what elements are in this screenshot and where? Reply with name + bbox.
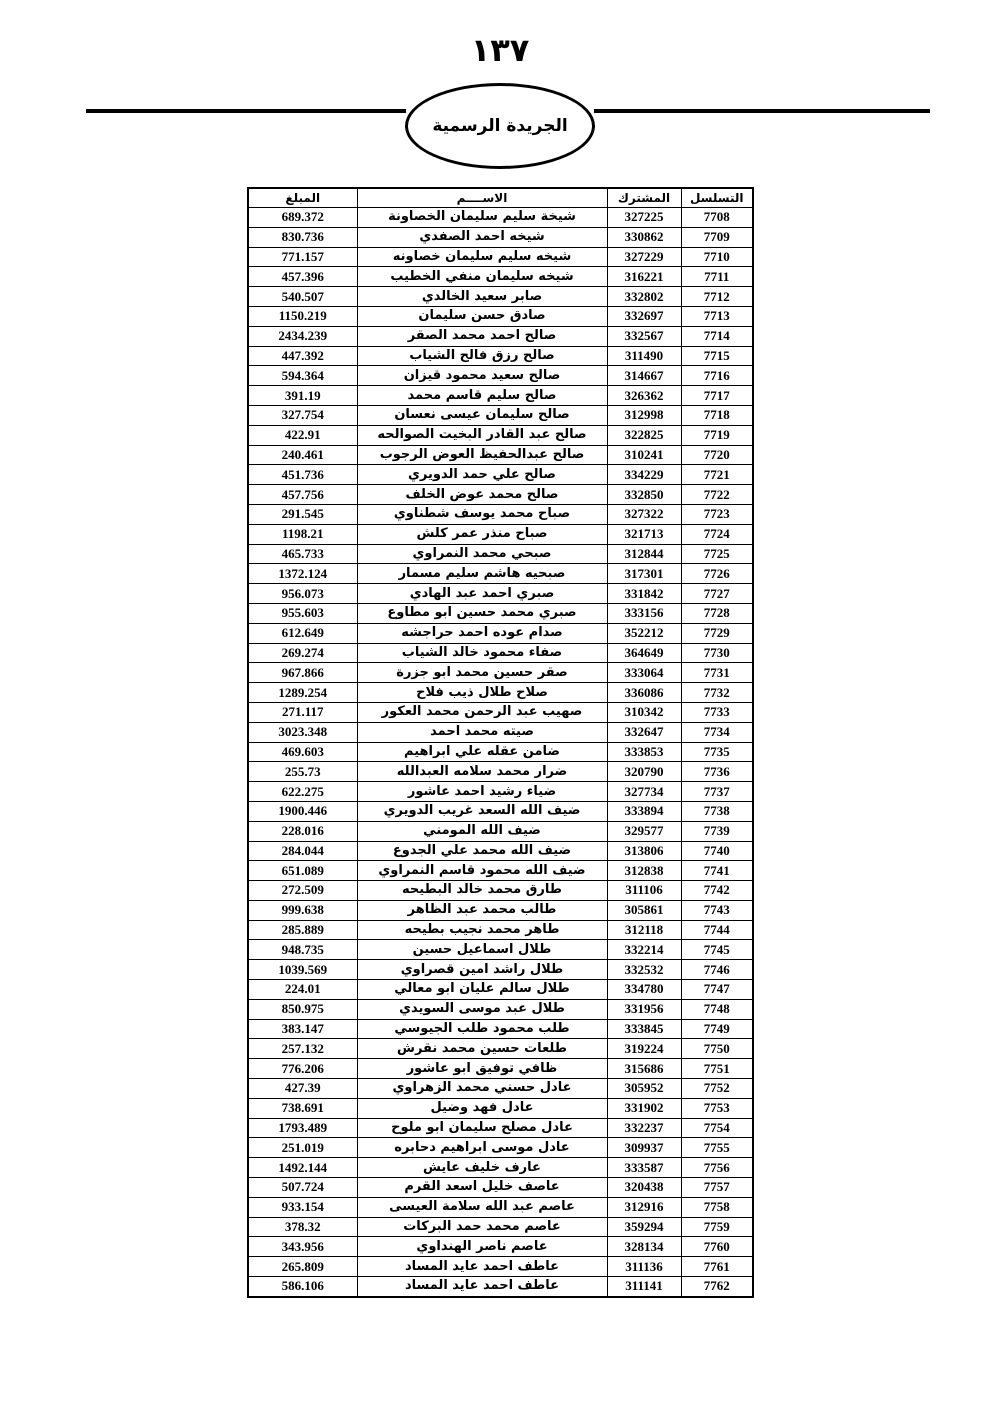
table-row bbox=[248, 1217, 753, 1237]
table-row bbox=[248, 1277, 753, 1297]
amount-cell: 622.275 bbox=[248, 782, 357, 802]
name-cell: صقر حسين محمد ابو جزرة bbox=[357, 663, 607, 683]
subscriber-cell: 316221 bbox=[607, 267, 681, 287]
subscriber-cell: 333894 bbox=[607, 801, 681, 821]
subscriber-cell: 315686 bbox=[607, 1059, 681, 1079]
name-cell: صالح محمد عوض الخلف bbox=[357, 485, 607, 505]
table-row bbox=[248, 524, 753, 544]
header-name: الاســــم bbox=[357, 188, 607, 208]
serial-cell: 7755 bbox=[681, 1138, 753, 1158]
subscriber-cell: 332697 bbox=[607, 306, 681, 326]
name-cell: عاطف احمد عايد المساد bbox=[357, 1277, 607, 1297]
amount-cell: 255.73 bbox=[248, 762, 357, 782]
amount-cell: 228.016 bbox=[248, 821, 357, 841]
name-cell: صالح عبد القادر البخيت الصوالحه bbox=[357, 425, 607, 445]
subscriber-cell: 332850 bbox=[607, 485, 681, 505]
name-cell: صالح عبدالحفيظ العوض الرجوب bbox=[357, 445, 607, 465]
table-row bbox=[248, 564, 753, 584]
amount-cell: 507.724 bbox=[248, 1178, 357, 1198]
serial-cell: 7760 bbox=[681, 1237, 753, 1257]
subscriber-cell: 312838 bbox=[607, 861, 681, 881]
serial-cell: 7716 bbox=[681, 366, 753, 386]
serial-cell: 7758 bbox=[681, 1197, 753, 1217]
table-row bbox=[248, 841, 753, 861]
name-cell: عاصف خليل اسعد القرم bbox=[357, 1178, 607, 1198]
table-row bbox=[248, 603, 753, 623]
name-cell: صالح رزق فالح الشياب bbox=[357, 346, 607, 366]
amount-cell: 948.735 bbox=[248, 940, 357, 960]
serial-cell: 7745 bbox=[681, 940, 753, 960]
amount-cell: 830.736 bbox=[248, 227, 357, 247]
serial-cell: 7747 bbox=[681, 980, 753, 1000]
table-row bbox=[248, 643, 753, 663]
name-cell: طلال راشد امين قصراوي bbox=[357, 960, 607, 980]
subscriber-cell: 332647 bbox=[607, 722, 681, 742]
serial-cell: 7740 bbox=[681, 841, 753, 861]
amount-cell: 586.106 bbox=[248, 1277, 357, 1297]
subscriber-cell: 312118 bbox=[607, 920, 681, 940]
amount-cell: 240.461 bbox=[248, 445, 357, 465]
serial-cell: 7731 bbox=[681, 663, 753, 683]
amount-cell: 956.073 bbox=[248, 584, 357, 604]
serial-cell: 7724 bbox=[681, 524, 753, 544]
table-row bbox=[248, 584, 753, 604]
table-row bbox=[248, 999, 753, 1019]
table-row bbox=[248, 306, 753, 326]
subscriber-cell: 334780 bbox=[607, 980, 681, 1000]
subscriber-cell: 327322 bbox=[607, 504, 681, 524]
amount-cell: 3023.348 bbox=[248, 722, 357, 742]
table-row bbox=[248, 425, 753, 445]
amount-cell: 955.603 bbox=[248, 603, 357, 623]
amount-cell: 224.01 bbox=[248, 980, 357, 1000]
name-cell: صالح سعيد محمود قيزان bbox=[357, 366, 607, 386]
serial-cell: 7748 bbox=[681, 999, 753, 1019]
name-cell: شيخه سليم سليمان خصاونه bbox=[357, 247, 607, 267]
name-cell: ضيف الله محمود قاسم النمراوي bbox=[357, 861, 607, 881]
subscriber-cell: 333853 bbox=[607, 742, 681, 762]
serial-cell: 7746 bbox=[681, 960, 753, 980]
table-row bbox=[248, 762, 753, 782]
name-cell: صلاح طلال ذيب فلاح bbox=[357, 683, 607, 703]
subscriber-cell: 333845 bbox=[607, 1019, 681, 1039]
name-cell: صهيب عبد الرحمن محمد العكور bbox=[357, 702, 607, 722]
name-cell: ضامن عقله علي ابراهيم bbox=[357, 742, 607, 762]
subscriber-cell: 312844 bbox=[607, 544, 681, 564]
subscriber-cell: 327229 bbox=[607, 247, 681, 267]
table-row bbox=[248, 623, 753, 643]
table-row bbox=[248, 1019, 753, 1039]
subscriber-cell: 359294 bbox=[607, 1217, 681, 1237]
amount-cell: 967.866 bbox=[248, 663, 357, 683]
name-cell: عاصم محمد حمد البركات bbox=[357, 1217, 607, 1237]
amount-cell: 271.117 bbox=[248, 702, 357, 722]
serial-cell: 7709 bbox=[681, 227, 753, 247]
table-row bbox=[248, 247, 753, 267]
gazette-title-oval bbox=[405, 83, 595, 169]
serial-cell: 7735 bbox=[681, 742, 753, 762]
gazette-title: الجريدة الرسمية bbox=[432, 116, 568, 136]
table-row bbox=[248, 940, 753, 960]
name-cell: صفاء محمود خالد الشياب bbox=[357, 643, 607, 663]
serial-cell: 7757 bbox=[681, 1178, 753, 1198]
amount-cell: 933.154 bbox=[248, 1197, 357, 1217]
name-cell: شيخه سليمان منفي الخطيب bbox=[357, 267, 607, 287]
serial-cell: 7744 bbox=[681, 920, 753, 940]
table-row bbox=[248, 465, 753, 485]
page-number: ١٣٧ bbox=[470, 31, 530, 69]
subscriber-cell: 312916 bbox=[607, 1197, 681, 1217]
subscriber-cell: 330862 bbox=[607, 227, 681, 247]
name-cell: عادل موسى ابراهيم دحابره bbox=[357, 1138, 607, 1158]
serial-cell: 7759 bbox=[681, 1217, 753, 1237]
serial-cell: 7761 bbox=[681, 1257, 753, 1277]
subscriber-cell: 352212 bbox=[607, 623, 681, 643]
subscriber-cell: 331902 bbox=[607, 1098, 681, 1118]
amount-cell: 447.392 bbox=[248, 346, 357, 366]
table-row bbox=[248, 960, 753, 980]
table-header-row bbox=[248, 188, 753, 208]
subscriber-cell: 309937 bbox=[607, 1138, 681, 1158]
amount-cell: 771.157 bbox=[248, 247, 357, 267]
amount-cell: 285.889 bbox=[248, 920, 357, 940]
name-cell: صالح احمد محمد الصقر bbox=[357, 326, 607, 346]
table-row bbox=[248, 881, 753, 901]
name-cell: صالح علي حمد الدويري bbox=[357, 465, 607, 485]
amount-cell: 689.372 bbox=[248, 208, 357, 228]
serial-cell: 7737 bbox=[681, 782, 753, 802]
serial-cell: 7723 bbox=[681, 504, 753, 524]
amount-cell: 457.396 bbox=[248, 267, 357, 287]
subscriber-cell: 334229 bbox=[607, 465, 681, 485]
serial-cell: 7741 bbox=[681, 861, 753, 881]
serial-cell: 7732 bbox=[681, 683, 753, 703]
subscriber-cell: 322825 bbox=[607, 425, 681, 445]
amount-cell: 269.274 bbox=[248, 643, 357, 663]
serial-cell: 7726 bbox=[681, 564, 753, 584]
serial-cell: 7733 bbox=[681, 702, 753, 722]
name-cell: صادق حسن سليمان bbox=[357, 306, 607, 326]
serial-cell: 7762 bbox=[681, 1277, 753, 1297]
serial-cell: 7752 bbox=[681, 1079, 753, 1099]
name-cell: عارف خليف عايش bbox=[357, 1158, 607, 1178]
table-row bbox=[248, 861, 753, 881]
table-row bbox=[248, 405, 753, 425]
amount-cell: 343.956 bbox=[248, 1237, 357, 1257]
amount-cell: 1198.21 bbox=[248, 524, 357, 544]
subscriber-cell: 314667 bbox=[607, 366, 681, 386]
name-cell: شيخه احمد الصفدي bbox=[357, 227, 607, 247]
table-row bbox=[248, 821, 753, 841]
serial-cell: 7718 bbox=[681, 405, 753, 425]
amount-cell: 651.089 bbox=[248, 861, 357, 881]
name-cell: طلال اسماعيل حسين bbox=[357, 940, 607, 960]
table-row bbox=[248, 980, 753, 1000]
serial-cell: 7736 bbox=[681, 762, 753, 782]
table-row bbox=[248, 683, 753, 703]
amount-cell: 999.638 bbox=[248, 900, 357, 920]
name-cell: صبري احمد عبد الهادي bbox=[357, 584, 607, 604]
table-row bbox=[248, 366, 753, 386]
subscriber-cell: 317301 bbox=[607, 564, 681, 584]
table-row bbox=[248, 663, 753, 683]
subscriber-cell: 327225 bbox=[607, 208, 681, 228]
name-cell: طاهر محمد نجيب بطيحه bbox=[357, 920, 607, 940]
name-cell: ضرار محمد سلامه العبدالله bbox=[357, 762, 607, 782]
subscriber-cell: 310342 bbox=[607, 702, 681, 722]
name-cell: صدام عوده احمد حراجشه bbox=[357, 623, 607, 643]
serial-cell: 7743 bbox=[681, 900, 753, 920]
table-row bbox=[248, 1118, 753, 1138]
subscriber-cell: 311136 bbox=[607, 1257, 681, 1277]
name-cell: صباح محمد يوسف شطناوي bbox=[357, 504, 607, 524]
subscriber-cell: 328134 bbox=[607, 1237, 681, 1257]
name-cell: شيخة سليم سليمان الخصاونة bbox=[357, 208, 607, 228]
table-row bbox=[248, 1098, 753, 1118]
subscriber-cell: 333156 bbox=[607, 603, 681, 623]
amount-cell: 850.975 bbox=[248, 999, 357, 1019]
serial-cell: 7708 bbox=[681, 208, 753, 228]
table-row bbox=[248, 227, 753, 247]
subscriber-cell: 332237 bbox=[607, 1118, 681, 1138]
amount-cell: 738.691 bbox=[248, 1098, 357, 1118]
serial-cell: 7719 bbox=[681, 425, 753, 445]
table-row bbox=[248, 346, 753, 366]
subscriber-cell: 320790 bbox=[607, 762, 681, 782]
header-rule-right bbox=[594, 109, 930, 113]
name-cell: عاصم ناصر الهنداوي bbox=[357, 1237, 607, 1257]
subscriber-cell: 313806 bbox=[607, 841, 681, 861]
name-cell: طلال عبد موسى السويدي bbox=[357, 999, 607, 1019]
name-cell: طلب محمود طلب الجيوسي bbox=[357, 1019, 607, 1039]
name-cell: ضياء رشيد احمد عاشور bbox=[357, 782, 607, 802]
table-row bbox=[248, 1197, 753, 1217]
amount-cell: 594.364 bbox=[248, 366, 357, 386]
amount-cell: 540.507 bbox=[248, 287, 357, 307]
subscriber-cell: 331956 bbox=[607, 999, 681, 1019]
amount-cell: 291.545 bbox=[248, 504, 357, 524]
serial-cell: 7739 bbox=[681, 821, 753, 841]
name-cell: ضيف الله محمد علي الجدوع bbox=[357, 841, 607, 861]
table-row bbox=[248, 504, 753, 524]
subscriber-cell: 329577 bbox=[607, 821, 681, 841]
serial-cell: 7713 bbox=[681, 306, 753, 326]
subscriber-cell: 312998 bbox=[607, 405, 681, 425]
table-row bbox=[248, 782, 753, 802]
serial-cell: 7749 bbox=[681, 1019, 753, 1039]
subscriber-cell: 320438 bbox=[607, 1178, 681, 1198]
name-cell: ضيف الله السعد غريب الدويري bbox=[357, 801, 607, 821]
table-row bbox=[248, 1158, 753, 1178]
table-row bbox=[248, 1178, 753, 1198]
name-cell: صابر سعيد الخالدي bbox=[357, 287, 607, 307]
name-cell: ضيف الله المومني bbox=[357, 821, 607, 841]
name-cell: طارق محمد خالد البطيحه bbox=[357, 881, 607, 901]
amount-cell: 776.206 bbox=[248, 1059, 357, 1079]
name-cell: طالب محمد عبد الظاهر bbox=[357, 900, 607, 920]
table-row bbox=[248, 1237, 753, 1257]
amount-cell: 284.044 bbox=[248, 841, 357, 861]
subscriber-cell: 331842 bbox=[607, 584, 681, 604]
amount-cell: 2434.239 bbox=[248, 326, 357, 346]
table-row bbox=[248, 920, 753, 940]
table-row bbox=[248, 1039, 753, 1059]
serial-cell: 7738 bbox=[681, 801, 753, 821]
amount-cell: 1289.254 bbox=[248, 683, 357, 703]
header-rule-left bbox=[86, 109, 406, 113]
amount-cell: 378.32 bbox=[248, 1217, 357, 1237]
name-cell: صالح سليمان عيسى نعسان bbox=[357, 405, 607, 425]
table-row bbox=[248, 1257, 753, 1277]
amount-cell: 327.754 bbox=[248, 405, 357, 425]
subscriber-cell: 364649 bbox=[607, 643, 681, 663]
serial-cell: 7722 bbox=[681, 485, 753, 505]
serial-cell: 7728 bbox=[681, 603, 753, 623]
serial-cell: 7729 bbox=[681, 623, 753, 643]
amount-cell: 422.91 bbox=[248, 425, 357, 445]
table-row bbox=[248, 801, 753, 821]
name-cell: ظافي توفيق ابو عاشور bbox=[357, 1059, 607, 1079]
amount-cell: 451.736 bbox=[248, 465, 357, 485]
serial-cell: 7717 bbox=[681, 386, 753, 406]
serial-cell: 7730 bbox=[681, 643, 753, 663]
serial-cell: 7710 bbox=[681, 247, 753, 267]
serial-cell: 7756 bbox=[681, 1158, 753, 1178]
serial-cell: 7727 bbox=[681, 584, 753, 604]
amount-cell: 469.603 bbox=[248, 742, 357, 762]
serial-cell: 7714 bbox=[681, 326, 753, 346]
subscriber-cell: 332214 bbox=[607, 940, 681, 960]
name-cell: عادل فهد وضيل bbox=[357, 1098, 607, 1118]
name-cell: صيته محمد احمد bbox=[357, 722, 607, 742]
name-cell: صبحيه هاشم سليم مسمار bbox=[357, 564, 607, 584]
table-row bbox=[248, 386, 753, 406]
amount-cell: 1492.144 bbox=[248, 1158, 357, 1178]
serial-cell: 7751 bbox=[681, 1059, 753, 1079]
subscriber-cell: 311490 bbox=[607, 346, 681, 366]
subscriber-cell: 333587 bbox=[607, 1158, 681, 1178]
name-cell: صبحي محمد النمراوي bbox=[357, 544, 607, 564]
table-row bbox=[248, 287, 753, 307]
serial-cell: 7711 bbox=[681, 267, 753, 287]
amount-cell: 391.19 bbox=[248, 386, 357, 406]
table-row bbox=[248, 722, 753, 742]
amount-cell: 1900.446 bbox=[248, 801, 357, 821]
table-row bbox=[248, 702, 753, 722]
amount-cell: 457.756 bbox=[248, 485, 357, 505]
table-row bbox=[248, 1079, 753, 1099]
subscriber-cell: 310241 bbox=[607, 445, 681, 465]
subscriber-cell: 311141 bbox=[607, 1277, 681, 1297]
name-cell: طلعات حسين محمد نقرش bbox=[357, 1039, 607, 1059]
subscriber-cell: 332567 bbox=[607, 326, 681, 346]
serial-cell: 7712 bbox=[681, 287, 753, 307]
table-row bbox=[248, 267, 753, 287]
name-cell: عادل مصلح سليمان ابو ملوح bbox=[357, 1118, 607, 1138]
subscriber-cell: 332532 bbox=[607, 960, 681, 980]
serial-cell: 7721 bbox=[681, 465, 753, 485]
amount-cell: 272.509 bbox=[248, 881, 357, 901]
header-amount: المبلغ bbox=[248, 188, 357, 208]
table-body bbox=[248, 208, 753, 1297]
serial-cell: 7754 bbox=[681, 1118, 753, 1138]
amount-cell: 465.733 bbox=[248, 544, 357, 564]
serial-cell: 7742 bbox=[681, 881, 753, 901]
subscriber-cell: 321713 bbox=[607, 524, 681, 544]
subscriber-cell: 326362 bbox=[607, 386, 681, 406]
serial-cell: 7750 bbox=[681, 1039, 753, 1059]
amount-cell: 1372.124 bbox=[248, 564, 357, 584]
amount-cell: 1793.489 bbox=[248, 1118, 357, 1138]
table-row bbox=[248, 485, 753, 505]
name-cell: طلال سالم عليان ابو معالي bbox=[357, 980, 607, 1000]
name-cell: عاصم عبد الله سلامة العيسى bbox=[357, 1197, 607, 1217]
subscriber-cell: 336086 bbox=[607, 683, 681, 703]
amount-cell: 257.132 bbox=[248, 1039, 357, 1059]
header-subscriber: المشترك bbox=[607, 188, 681, 208]
subscriber-cell: 305952 bbox=[607, 1079, 681, 1099]
table-row bbox=[248, 1059, 753, 1079]
table-row bbox=[248, 445, 753, 465]
subscriber-cell: 332802 bbox=[607, 287, 681, 307]
amount-cell: 427.39 bbox=[248, 1079, 357, 1099]
table-row bbox=[248, 326, 753, 346]
name-cell: عاطف احمد عايد المساد bbox=[357, 1257, 607, 1277]
payments-table bbox=[247, 187, 754, 1298]
subscriber-cell: 311106 bbox=[607, 881, 681, 901]
amount-cell: 265.809 bbox=[248, 1257, 357, 1277]
amount-cell: 383.147 bbox=[248, 1019, 357, 1039]
subscriber-cell: 333064 bbox=[607, 663, 681, 683]
amount-cell: 1039.569 bbox=[248, 960, 357, 980]
amount-cell: 251.019 bbox=[248, 1138, 357, 1158]
serial-cell: 7753 bbox=[681, 1098, 753, 1118]
serial-cell: 7715 bbox=[681, 346, 753, 366]
table-row bbox=[248, 900, 753, 920]
serial-cell: 7734 bbox=[681, 722, 753, 742]
table-row bbox=[248, 1138, 753, 1158]
table-row bbox=[248, 742, 753, 762]
amount-cell: 1150.219 bbox=[248, 306, 357, 326]
name-cell: صبري محمد حسين ابو مطاوع bbox=[357, 603, 607, 623]
subscriber-cell: 327734 bbox=[607, 782, 681, 802]
table-row bbox=[248, 544, 753, 564]
serial-cell: 7720 bbox=[681, 445, 753, 465]
header-serial: التسلسل bbox=[681, 188, 753, 208]
name-cell: صباح منذر عمر كلش bbox=[357, 524, 607, 544]
table-row bbox=[248, 208, 753, 228]
amount-cell: 612.649 bbox=[248, 623, 357, 643]
subscriber-cell: 305861 bbox=[607, 900, 681, 920]
subscriber-cell: 319224 bbox=[607, 1039, 681, 1059]
name-cell: صالح سليم قاسم محمد bbox=[357, 386, 607, 406]
serial-cell: 7725 bbox=[681, 544, 753, 564]
name-cell: عادل حسني محمد الزهراوي bbox=[357, 1079, 607, 1099]
